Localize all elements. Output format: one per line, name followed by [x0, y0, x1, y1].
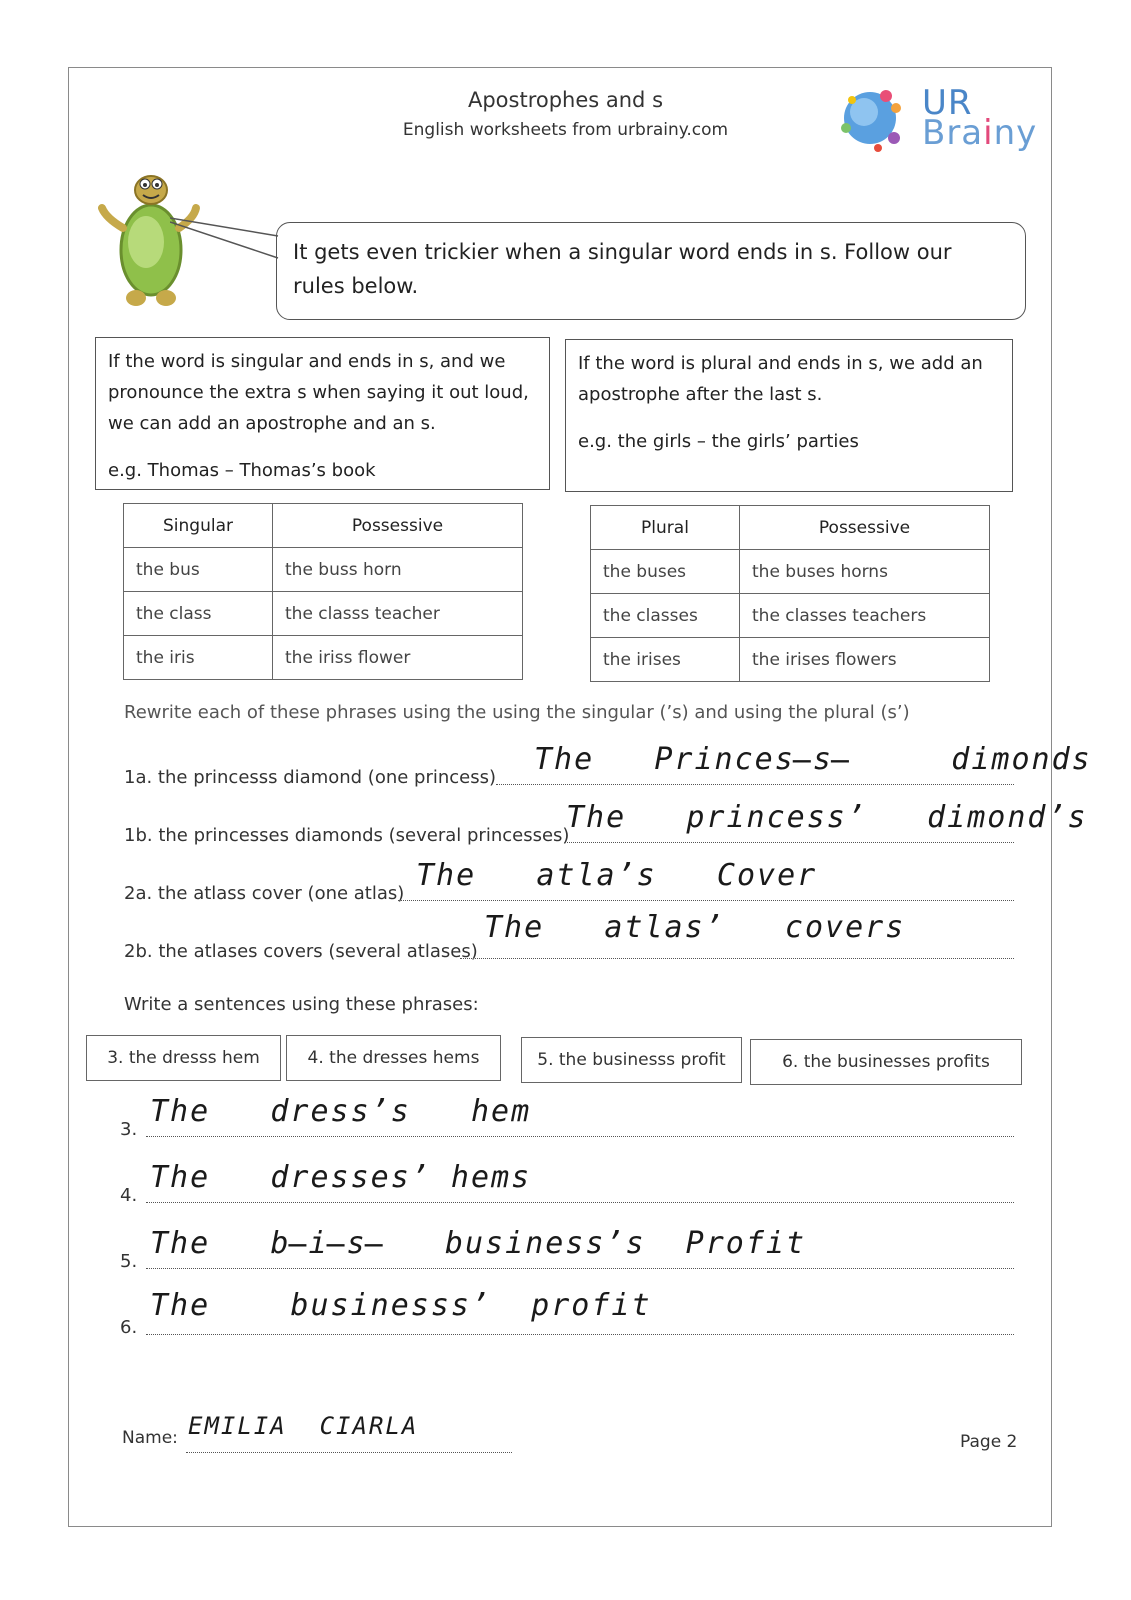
- rule-singular-text: If the word is singular and ends in s, and we pronounce the extra s when saying it out loud, we can add an apostrophe and an s.: [108, 351, 529, 434]
- handwritten-sentence: The b̶i̶s̶ business’s Profit: [150, 1226, 807, 1261]
- sentence-number: 3.: [120, 1119, 138, 1140]
- answer-line[interactable]: [146, 1334, 1014, 1335]
- rule-box-plural: [565, 339, 1013, 492]
- handwritten-name: EMILIA CIARLA: [188, 1412, 419, 1440]
- name-label: Name:: [122, 1428, 178, 1448]
- answer-line[interactable]: [146, 1202, 1014, 1203]
- table-header: Plural: [591, 506, 740, 550]
- plural-table: [590, 505, 990, 682]
- handwritten-answer: The princess’ dimond’s: [566, 800, 1088, 835]
- speech-bubble: It gets even trickier when a singular word ends in s. Follow our rules below.: [276, 222, 1026, 320]
- table-header-row: [591, 506, 990, 550]
- table-row: [124, 636, 523, 680]
- worksheet-subtitle: English worksheets from urbrainy.com: [402, 120, 729, 140]
- table-header: Possessive: [273, 504, 523, 548]
- logo-line-1: UR: [922, 83, 973, 123]
- handwritten-sentence: The businesss’ profit: [150, 1288, 652, 1323]
- answer-line[interactable]: [398, 900, 1014, 901]
- urbrainy-logo: [922, 83, 1038, 153]
- sentences-instruction: Write a sentences using these phrases:: [124, 994, 479, 1015]
- table-cell: the classs teacher: [273, 592, 523, 636]
- question-prompt: 2a. the atlass cover (one atlas): [124, 883, 405, 904]
- table-row: [124, 592, 523, 636]
- worksheet-title: Apostrophes and s: [467, 88, 664, 112]
- table-cell: the buses horns: [740, 550, 990, 594]
- handwritten-answer: The atla’s Cover: [416, 858, 818, 893]
- table-header-row: [124, 504, 523, 548]
- question-prompt: 1b. the princesses diamonds (several princesses): [124, 825, 570, 846]
- table-row: [591, 594, 990, 638]
- question-prompt: 2b. the atlases covers (several atlases): [124, 941, 478, 962]
- phrase-box-6: 6. the businesses profits: [750, 1039, 1022, 1085]
- phrase-box-4: 4. the dresses hems: [286, 1035, 501, 1081]
- table-cell: the buses: [591, 550, 740, 594]
- table-cell: the classes: [591, 594, 740, 638]
- rule-box-singular: [95, 337, 550, 490]
- speech-pointer: [170, 210, 290, 270]
- sentence-number: 5.: [120, 1251, 138, 1272]
- table-cell: the irises flowers: [740, 638, 990, 682]
- rule-singular-example: e.g. Thomas – Thomas’s book: [108, 460, 376, 481]
- table-cell: the classes teachers: [740, 594, 990, 638]
- table-cell: the class: [124, 592, 273, 636]
- answer-line[interactable]: [564, 842, 1014, 843]
- singular-table: [123, 503, 523, 680]
- table-cell: the iris: [124, 636, 273, 680]
- answer-line[interactable]: [460, 958, 1014, 959]
- phrase-box-3: 3. the dresss hem: [86, 1035, 281, 1081]
- table-row: [124, 548, 523, 592]
- phrase-box-5: 5. the businesss profit: [521, 1037, 742, 1083]
- question-prompt: 1a. the princesss diamond (one princess): [124, 767, 497, 788]
- table-cell: the irises: [591, 638, 740, 682]
- answer-line[interactable]: [146, 1268, 1014, 1269]
- table-cell: the buss horn: [273, 548, 523, 592]
- table-row: [591, 638, 990, 682]
- sentence-number: 4.: [120, 1185, 138, 1206]
- table-cell: the bus: [124, 548, 273, 592]
- answer-line[interactable]: [496, 784, 1014, 785]
- table-header: Possessive: [740, 506, 990, 550]
- table-row: [591, 550, 990, 594]
- answer-line[interactable]: [146, 1136, 1014, 1137]
- handwritten-sentence: The dress’s hem: [150, 1094, 532, 1129]
- table-header: Singular: [124, 504, 273, 548]
- table-cell: the iriss flower: [273, 636, 523, 680]
- handwritten-answer: The Princes̶s̶ dimonds: [534, 742, 1092, 777]
- rule-plural-example: e.g. the girls – the girls’ parties: [578, 431, 859, 452]
- handwritten-sentence: The dresses’ hems: [150, 1160, 532, 1195]
- name-field[interactable]: [186, 1452, 512, 1453]
- page-number: Page 2: [960, 1432, 1018, 1452]
- rule-plural-text: If the word is plural and ends in s, we add an apostrophe after the last s.: [578, 353, 983, 405]
- handwritten-answer: The atlas’ covers: [484, 910, 906, 945]
- rewrite-instruction: Rewrite each of these phrases using the using the singular (’s) and using the plural (s’): [124, 702, 910, 723]
- sentence-number: 6.: [120, 1317, 138, 1338]
- logo-line-2: Brainy: [922, 113, 1038, 153]
